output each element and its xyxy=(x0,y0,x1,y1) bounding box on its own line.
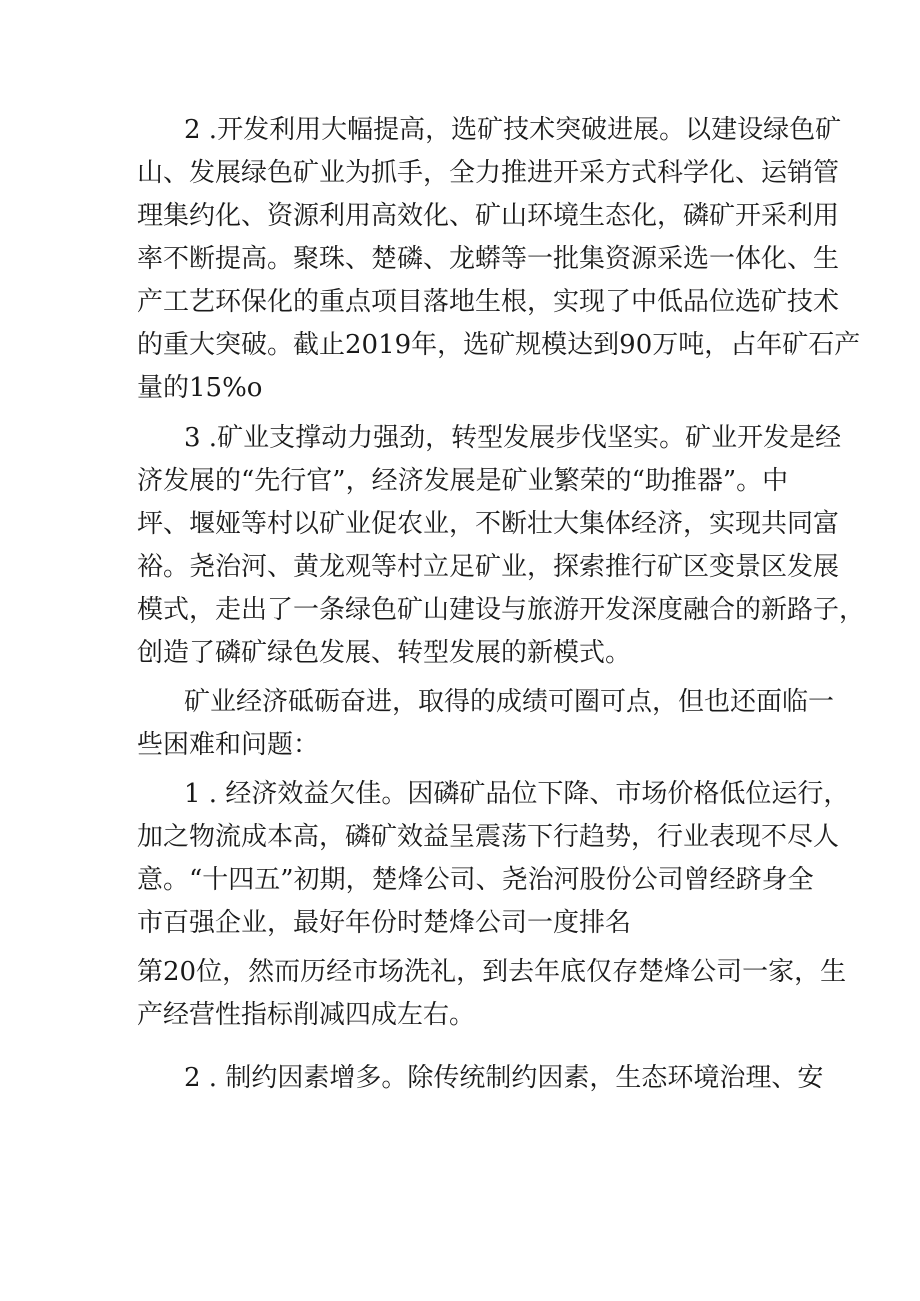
text-line: 裕。尧治河、黄龙观等村立足矿业，探索推行矿区变景区发展 xyxy=(137,552,840,582)
text-line: 2 . 制约因素增多。除传统制约因素，生态环境治理、安 xyxy=(184,1063,824,1093)
text-line: 意。“十四五”初期，楚烽公司、尧治河股份公司曾经跻身全 xyxy=(137,865,814,895)
text-line: 坪、堰娅等村以矿业促农业，不断壮大集体经济，实现共同富 xyxy=(137,509,840,539)
text-line: 的重大突破。截止2019年，选矿规模达到90万吨，占年矿石产 xyxy=(137,330,861,360)
text-line: 创造了磷矿绿色发展、转型发展的新模式。 xyxy=(137,638,632,668)
text-line: 量的15%o xyxy=(137,373,263,403)
text-line: 加之物流成本高，磷矿效益呈震荡下行趋势，行业表现不尽人 xyxy=(137,822,840,852)
text-line: 理集约化、资源利用高效化、矿山环境生态化，磷矿开采利用 xyxy=(137,201,840,231)
text-line: 产经营性指标削减四成左右。 xyxy=(137,1000,476,1030)
text-line: 济发展的“先行官”，经济发展是矿业繁荣的“助推器”。中 xyxy=(137,466,789,496)
text-line: 3 .矿业支撑动力强劲，转型发展步伐坚实。矿业开发是经 xyxy=(184,423,842,453)
text-line: 山、发展绿色矿业为抓手，全力推进开采方式科学化、运销管 xyxy=(137,158,840,188)
text-line: 市百强企业，最好年份时楚烽公司一度排名 xyxy=(137,908,632,938)
text-line: 1 . 经济效益欠佳。因磷矿品位下降、市场价格低位运行， xyxy=(184,779,850,809)
text-line: 矿业经济砥砺奋进，取得的成绩可圈可点，但也还面临一 xyxy=(184,687,835,717)
text-line: 产工艺环保化的重点项目落地生根，实现了中低品位选矿技术 xyxy=(137,287,840,317)
text-line: 模式，走出了一条绿色矿山建设与旅游开发深度融合的新路子， xyxy=(137,595,866,625)
text-line: 2 .开发利用大幅提高，选矿技术突破进展。以建设绿色矿 xyxy=(184,115,842,145)
text-line: 率不断提高。聚珠、楚磷、龙蟒等一批集资源采选一体化、生 xyxy=(137,244,840,274)
text-line: 些困难和问题： xyxy=(137,730,320,760)
text-line: 第20位，然而历经市场洗礼，到去年底仅存楚烽公司一家，生 xyxy=(137,957,847,987)
